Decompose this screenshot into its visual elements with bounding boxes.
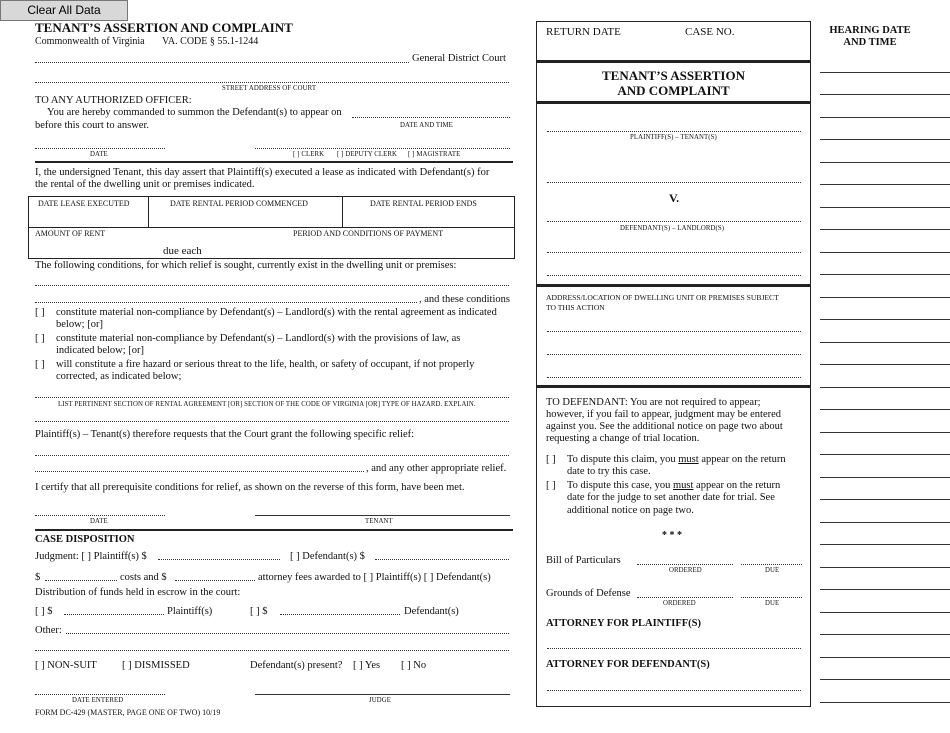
premises-address-field[interactable] [547, 331, 801, 332]
hearing-date-line[interactable] [820, 454, 950, 455]
certify-text: I certify that all prerequisite conditions for relief, as shown on the reverse of this form, have been met. [35, 482, 465, 493]
hearing-date-line[interactable] [820, 612, 950, 613]
clear-all-data-button[interactable]: Clear All Data [0, 0, 128, 21]
address-label-continued: TO THIS ACTION [546, 303, 605, 312]
form-number: FORM DC-429 (MASTER, PAGE ONE OF TWO) 10/19 [35, 708, 221, 717]
dispute-claim-text-continued: date to try this case. [567, 466, 651, 477]
hearing-date-line[interactable] [820, 679, 950, 680]
dispute-case-checkbox[interactable]: [ ] [546, 480, 556, 491]
hearing-title-line-2: AND TIME [843, 37, 897, 48]
due-label: DUE [765, 600, 780, 607]
attorney-defendant-field[interactable] [547, 690, 801, 691]
hearing-date-line[interactable] [820, 567, 950, 568]
panel-title-line-1: TENANT’S ASSERTION [602, 68, 745, 83]
date-entered-label: DATE ENTERED [72, 697, 124, 704]
hearing-date-line[interactable] [820, 657, 950, 658]
hearing-date-line[interactable] [820, 364, 950, 365]
dispute-claim-text [567, 454, 786, 467]
conditions-field[interactable] [35, 302, 417, 303]
dispute-claim-part-2: appear on the return [701, 454, 786, 465]
hearing-date-line[interactable] [820, 499, 950, 500]
attorney-plaintiff-heading: ATTORNEY FOR PLAINTIFF(S) [546, 618, 701, 629]
judgment-defendant-label: [ ] Defendant(s) $ [290, 551, 365, 562]
hearing-date-line[interactable] [820, 72, 950, 73]
escrow-plaintiff-label: Plaintiff(s) [167, 606, 213, 617]
clerk-checkbox[interactable]: [ ] CLERK [293, 151, 325, 158]
attorney-plaintiff-field[interactable] [547, 648, 801, 649]
form-title: TENANT’S ASSERTION AND COMPLAINT [35, 20, 293, 35]
tenant-signature-field[interactable] [255, 515, 510, 516]
costs-amount[interactable] [45, 580, 117, 581]
amount-of-rent-label: AMOUNT OF RENT [35, 229, 106, 238]
relief-field[interactable] [35, 471, 364, 472]
hearing-date-line[interactable] [820, 702, 950, 703]
dispute-case-part-2: appear on the return [696, 480, 781, 491]
bill-due-field[interactable] [741, 564, 802, 565]
escrow-defendant-label: Defendant(s) [404, 606, 459, 617]
plaintiff-address-field[interactable] [547, 182, 801, 183]
hearing-date-line[interactable] [820, 522, 950, 523]
due-label: DUE [765, 567, 780, 574]
dismissed-checkbox[interactable]: [ ] DISMISSED [122, 660, 190, 671]
tenant-label: TENANT [365, 518, 393, 525]
option-3-text: will constitute a fire hazard or serious threat to the life, health, or safety of occupant, if not properly [56, 359, 475, 370]
option-3-checkbox[interactable]: [ ] [35, 359, 45, 370]
jurisdiction: Commonwealth of Virginia [35, 36, 145, 47]
dispute-claim-part-1: To dispute this claim, you [567, 454, 676, 465]
hearing-date-line[interactable] [820, 207, 950, 208]
other-field[interactable] [35, 650, 509, 651]
attorney-fees-text: attorney fees awarded to [ ] Plaintiff(s) [ ] Defendant(s) [258, 572, 491, 583]
date-entered-field[interactable] [35, 694, 165, 695]
hearing-date-line[interactable] [820, 409, 950, 410]
grounds-of-defense-label: Grounds of Defense [546, 588, 631, 599]
hearing-date-line[interactable] [820, 94, 950, 95]
and-these-conditions-text: , and these conditions [419, 294, 510, 305]
hearing-date-line[interactable] [820, 589, 950, 590]
option-2-checkbox[interactable]: [ ] [35, 333, 45, 344]
hearing-date-line[interactable] [820, 387, 950, 388]
attorney-defendant-heading: ATTORNEY FOR DEFENDANT(S) [546, 659, 710, 670]
address-label: ADDRESS/LOCATION OF DWELLING UNIT OR PREMISES SUBJECT [546, 293, 779, 302]
must-emphasis: must [673, 480, 694, 491]
case-no-label: CASE NO. [685, 26, 735, 38]
ordered-label: ORDERED [663, 600, 696, 607]
certify-date-field[interactable] [35, 515, 165, 516]
hearing-date-line[interactable] [820, 139, 950, 140]
assertion-text-continued: the rental of the dwelling unit or premises indicated. [35, 179, 255, 190]
ordered-label: ORDERED [669, 567, 702, 574]
option-3-text-continued: corrected, as indicated below; [56, 371, 182, 382]
case-disposition-heading: CASE DISPOSITION [35, 534, 135, 545]
panel-divider [536, 385, 811, 388]
deputy-clerk-checkbox[interactable]: [ ] DEPUTY CLERK [337, 151, 398, 158]
date-rental-ends-label: DATE RENTAL PERIOD ENDS [370, 199, 477, 208]
hearing-date-line[interactable] [820, 117, 950, 118]
defendant-address-field[interactable] [547, 252, 801, 253]
pertinent-section-field[interactable] [35, 421, 509, 422]
hearing-date-line[interactable] [820, 544, 950, 545]
due-each-text: due each [163, 245, 202, 257]
notice-line-3: against you. See the additional notice on page two about [546, 421, 783, 432]
grounds-due-field[interactable] [741, 597, 802, 598]
option-1-checkbox[interactable]: [ ] [35, 307, 45, 318]
defendant-name-field[interactable] [547, 221, 801, 222]
defendants-present-yes[interactable]: [ ] Yes [353, 660, 381, 671]
panel-divider [536, 60, 811, 63]
date-lease-executed-label: DATE LEASE EXECUTED [38, 199, 130, 208]
panel-divider [536, 101, 811, 104]
lease-table-divider [148, 196, 149, 227]
panel-title-line-2: AND COMPLAINT [617, 83, 730, 98]
dispute-claim-checkbox[interactable]: [ ] [546, 454, 556, 465]
versus-text: V. [669, 191, 680, 205]
defendant-label: DEFENDANT(S) – LANDLORD(S) [620, 225, 725, 232]
judgment-defendant-amount[interactable] [375, 559, 509, 560]
lease-table-divider [28, 227, 515, 228]
lease-table-divider [342, 196, 343, 227]
attorney-fees-amount[interactable] [175, 580, 255, 581]
escrow-plaintiff-checkbox[interactable]: [ ] $ [35, 606, 53, 617]
escrow-defendant-amount[interactable] [280, 614, 400, 615]
summon-text: You are hereby commanded to summon the Defendant(s) to appear on [47, 107, 342, 118]
bill-ordered-field[interactable] [637, 564, 733, 565]
relief-field[interactable] [35, 455, 509, 456]
appearance-date-time-field[interactable] [352, 117, 510, 118]
bill-of-particulars-label: Bill of Particulars [546, 555, 621, 566]
return-date-label: RETURN DATE [546, 26, 621, 38]
hearing-date-line[interactable] [820, 252, 950, 253]
hearing-date-line[interactable] [820, 184, 950, 185]
clerk-signature-field[interactable] [255, 148, 510, 149]
conditions-field[interactable] [35, 285, 509, 286]
escrow-plaintiff-amount[interactable] [64, 614, 164, 615]
option-2-text-continued: indicated below; [or] [56, 345, 145, 356]
distribution-text: Distribution of funds held in escrow in the court: [35, 587, 241, 598]
hearing-title-line-1: HEARING DATE [829, 25, 911, 36]
plaintiff-label: PLAINTIFF(S) – TENANT(S) [630, 134, 717, 141]
hearing-date-line[interactable] [820, 477, 950, 478]
dispute-case-part-1: To dispute this case, you [567, 480, 671, 491]
dispute-case-text-continued: additional notice on page two. [567, 505, 694, 516]
magistrate-checkbox[interactable]: [ ] MAGISTRATE [408, 151, 461, 158]
option-2-text: constitute material non-compliance by Defendant(s) – Landlord(s) with the provisions of law, as [56, 333, 461, 344]
hearing-date-line[interactable] [820, 229, 950, 230]
hearing-date-line[interactable] [820, 162, 950, 163]
date-label: DATE [90, 518, 108, 525]
option-1-text: constitute material non-compliance by Defendant(s) – Landlord(s) with the rental agreement as indicated [56, 307, 497, 318]
grounds-ordered-field[interactable] [637, 597, 733, 598]
requests-text: Plaintiff(s) – Tenant(s) therefore requests that the Court grant the following specific relief: [35, 429, 415, 440]
any-other-relief-text: , and any other appropriate relief. [366, 463, 507, 474]
date-label: DATE [90, 151, 108, 158]
hearing-date-line[interactable] [820, 319, 950, 320]
separator-stars: * * * [662, 530, 682, 541]
street-address-label: STREET ADDRESS OF COURT [222, 85, 317, 92]
judge-signature-field[interactable] [255, 694, 510, 695]
date-time-label: DATE AND TIME [400, 122, 453, 129]
period-conditions-label: PERIOD AND CONDITIONS OF PAYMENT [293, 229, 444, 238]
plaintiff-name-field[interactable] [547, 131, 801, 132]
list-pertinent-label: LIST PERTINENT SECTION OF RENTAL AGREEMENT [OR] SECTION OF THE CODE OF VIRGINIA [OR] TYPE OF HAZARD. EXPLAIN. [58, 401, 476, 408]
summon-text-continued: before this court to answer. [35, 120, 150, 131]
officer-heading: TO ANY AUTHORIZED OFFICER: [35, 95, 192, 106]
assertion-text: I, the undersigned Tenant, this day assert that Plaintiff(s) executed a lease as indicated with Defendant(s) for [35, 167, 490, 178]
escrow-defendant-checkbox[interactable]: [ ] $ [250, 606, 268, 617]
section-divider [35, 529, 513, 531]
judgment-plaintiff-amount[interactable] [158, 559, 280, 560]
hearing-date-line[interactable] [820, 274, 950, 275]
option-1-text-continued: below; [or] [56, 319, 103, 330]
premises-address-field[interactable] [547, 354, 801, 355]
court-type-label: General District Court [412, 53, 506, 64]
other-field[interactable] [66, 633, 509, 634]
section-divider [35, 161, 513, 163]
hearing-date-line[interactable] [820, 297, 950, 298]
panel-divider [536, 284, 811, 287]
dispute-case-text-continued: date for the judge to set another date for trial. See [567, 492, 775, 503]
defendant-address-field[interactable] [547, 275, 801, 276]
hearing-date-line[interactable] [820, 634, 950, 635]
judgment-plaintiff-label: Judgment: [ ] Plaintiff(s) $ [35, 551, 147, 562]
hearing-date-line[interactable] [820, 342, 950, 343]
summons-date-field[interactable] [35, 148, 165, 149]
pertinent-section-field[interactable] [35, 397, 509, 398]
code-reference: VA. CODE § 55.1-1244 [162, 36, 259, 47]
costs-and-text: costs and $ [120, 572, 167, 583]
premises-address-field[interactable] [547, 377, 801, 378]
defendants-present-no[interactable]: [ ] No [401, 660, 427, 671]
notice-line-4: requesting a change of trial location. [546, 433, 700, 444]
non-suit-checkbox[interactable]: [ ] NON-SUIT [35, 660, 97, 671]
notice-line-2: however, if you fail to appear, judgment may be entered [546, 409, 782, 420]
dispute-case-text [567, 480, 780, 493]
defendants-present-label: Defendant(s) present? [250, 660, 343, 671]
costs-dollar-sign: $ [35, 572, 41, 583]
notice-line-1: TO DEFENDANT: You are not required to appear; [546, 397, 761, 408]
judge-label: JUDGE [369, 697, 392, 704]
court-street-address-field[interactable] [35, 82, 509, 83]
hearing-date-line[interactable] [820, 432, 950, 433]
date-rental-commenced-label: DATE RENTAL PERIOD COMMENCED [170, 199, 308, 208]
must-emphasis: must [678, 454, 699, 465]
other-label: Other: [35, 625, 62, 636]
court-name-field[interactable] [35, 62, 409, 63]
conditions-text: The following conditions, for which relief is sought, currently exist in the dwelling unit or premises: [35, 260, 457, 271]
